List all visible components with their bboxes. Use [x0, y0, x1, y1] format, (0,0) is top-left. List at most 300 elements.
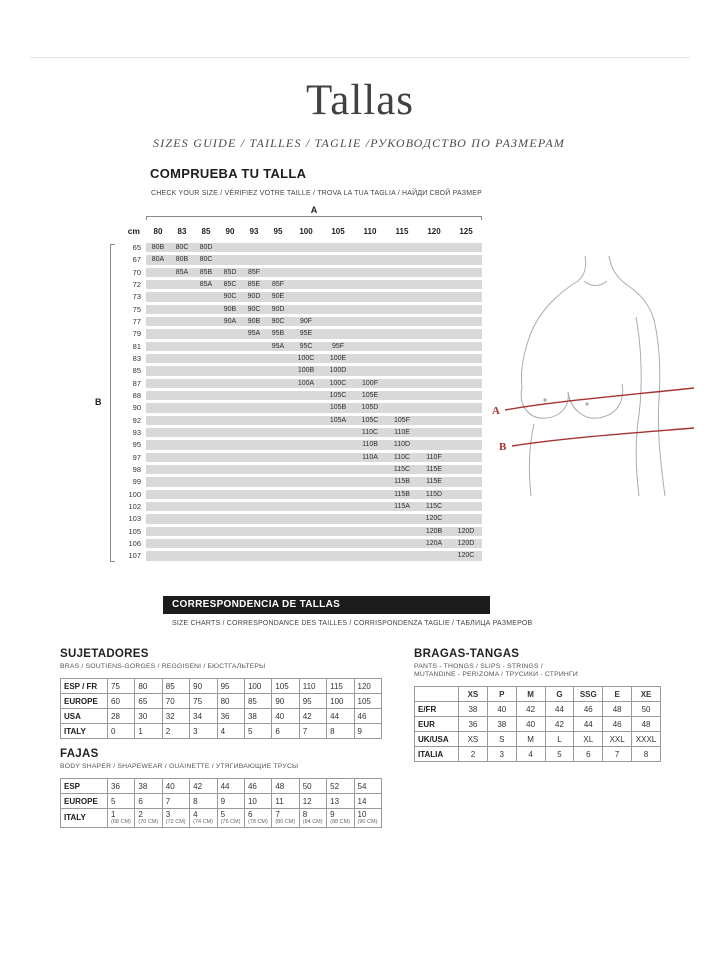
italy-size-value: 6 — [247, 810, 253, 819]
underbust-value-label: 98 — [132, 464, 141, 474]
underbust-value-label: 103 — [128, 514, 141, 524]
matrix-column-header: 115 — [395, 227, 409, 236]
size-cell: 90D — [271, 305, 285, 313]
size-cell: 85D — [223, 268, 237, 276]
matrix-column-header: 85 — [201, 227, 211, 236]
size-cell: 90D — [247, 293, 261, 301]
value-cell: 40 — [162, 779, 189, 794]
size-cell: 100D — [329, 367, 347, 375]
table-row — [61, 794, 382, 809]
underbust-value-label: 70 — [132, 267, 141, 277]
value-cell — [272, 809, 299, 828]
value-cell: 80 — [135, 679, 162, 694]
value-cell: 40 — [516, 717, 545, 732]
page-subtitle: SIZES GUIDE / TAILLES / TAGLIE /РУКОВОДСТВО ПО РАЗМЕРАМ — [153, 136, 566, 150]
value-cell: 52 — [327, 779, 354, 794]
size-cell: 110C — [393, 453, 411, 461]
matrix-row — [112, 379, 487, 388]
table-row — [61, 709, 382, 724]
value-cell: 11 — [272, 794, 299, 809]
size-cell: 115D — [425, 490, 443, 498]
matrix-row-bar — [146, 551, 482, 560]
matrix-column-header: 83 — [177, 227, 187, 236]
size-cell: 85F — [247, 268, 261, 276]
value-cell: 38 — [487, 717, 516, 732]
value-cell: 6 — [272, 724, 299, 739]
matrix-row-bar — [146, 354, 482, 363]
size-cell: 80C — [175, 244, 189, 251]
value-cell: 42 — [299, 709, 326, 724]
value-cell: 1 — [135, 724, 162, 739]
italy-size-cm: (68 CM) — [111, 819, 131, 825]
value-cell: 5 — [108, 794, 135, 809]
value-cell: 44 — [545, 702, 574, 717]
value-cell: 42 — [516, 702, 545, 717]
panties-subheading-1: PANTS - THONGS / SLIPS - STRINGS / — [414, 663, 543, 670]
page-title: Tallas — [305, 77, 415, 124]
size-cell: 80C — [199, 256, 213, 264]
value-cell: XXXL — [632, 732, 661, 747]
value-cell: 34 — [190, 709, 217, 724]
matrix-column-header: 95 — [273, 227, 283, 236]
value-cell: SSG — [574, 687, 603, 702]
value-cell: 2 — [162, 724, 189, 739]
underbust-axis-bracket — [110, 244, 115, 562]
size-cell: 105C — [361, 416, 379, 424]
size-cell: 80B — [151, 244, 165, 251]
row-label-cell: ITALIA — [415, 747, 459, 762]
matrix-row — [112, 514, 487, 523]
matrix-row — [112, 490, 487, 499]
italy-size-cm: (88 CM) — [330, 819, 350, 825]
size-cell: 95E — [299, 330, 313, 338]
value-cell — [244, 809, 271, 828]
value-cell — [162, 809, 189, 828]
matrix-row-bar — [146, 490, 482, 499]
value-cell: XS — [459, 687, 488, 702]
value-cell: 105 — [272, 679, 299, 694]
underbust-value-label: 75 — [132, 304, 141, 314]
bust-measure-line-a — [505, 388, 694, 410]
italy-size-value: 1 — [111, 810, 116, 819]
size-cell: 100F — [362, 379, 378, 387]
underbust-value-label: 107 — [128, 551, 141, 561]
shapewear-section — [60, 748, 382, 828]
bust-axis-label: A — [310, 205, 318, 215]
value-cell: 100 — [327, 694, 354, 709]
value-cell: E — [603, 687, 632, 702]
shapewear-subheading: BODY SHAPER / SHAPEWEAR / GUAINETTE / УТЯГИВАЮЩИЕ ТРУСЫ — [60, 763, 299, 770]
value-cell — [354, 809, 381, 828]
value-cell: 36 — [459, 717, 488, 732]
matrix-row — [112, 329, 487, 338]
underbust-measure-line-b — [512, 428, 694, 446]
underbust-value-label: 106 — [128, 538, 141, 548]
underbust-value-label: 79 — [132, 329, 141, 339]
size-cell: 90A — [223, 317, 237, 325]
matrix-row-bar — [146, 292, 482, 301]
matrix-row-bar — [146, 243, 482, 252]
value-cell: 3 — [487, 747, 516, 762]
value-cell: 9 — [217, 794, 244, 809]
value-cell: 4 — [516, 747, 545, 762]
value-cell: P — [487, 687, 516, 702]
size-cell: 100C — [329, 379, 347, 387]
bras-section — [60, 648, 382, 739]
matrix-row-bar — [146, 465, 482, 474]
matrix-row — [112, 268, 487, 277]
underbust-value-label: 85 — [132, 366, 141, 376]
value-cell: 40 — [487, 702, 516, 717]
matrix-row — [112, 243, 487, 252]
underbust-value-label: 72 — [132, 279, 141, 289]
value-cell: 75 — [190, 694, 217, 709]
value-cell: XE — [632, 687, 661, 702]
row-label-cell: USA — [61, 709, 108, 724]
table-row — [415, 687, 661, 702]
size-cell: 120C — [457, 552, 475, 560]
value-cell: 10 — [244, 794, 271, 809]
italy-size-cm: (74 CM) — [193, 819, 214, 825]
value-cell: 48 — [272, 779, 299, 794]
row-label-cell: ITALY — [61, 809, 108, 828]
row-label-cell: EUROPE — [61, 794, 108, 809]
value-cell: 13 — [327, 794, 354, 809]
underbust-value-label: 83 — [132, 353, 141, 363]
value-cell — [327, 809, 354, 828]
shapewear-size-table — [60, 778, 382, 828]
matrix-row — [112, 539, 487, 548]
value-cell: 8 — [632, 747, 661, 762]
value-cell: 5 — [545, 747, 574, 762]
value-cell: 44 — [327, 709, 354, 724]
matrix-column-header: 125 — [459, 227, 473, 236]
italy-size-value: 9 — [330, 810, 335, 819]
value-cell: 38 — [244, 709, 271, 724]
size-cell: 100C — [297, 354, 315, 362]
matrix-row-bar — [146, 366, 482, 375]
value-cell: 115 — [327, 679, 354, 694]
table-row — [61, 809, 382, 828]
matrix-row-bar — [146, 514, 482, 523]
matrix-row — [112, 305, 487, 314]
row-label-cell: UK/USA — [415, 732, 459, 747]
size-cell: 80A — [151, 256, 165, 264]
underbust-value-label: 87 — [132, 378, 141, 388]
matrix-row-bar — [146, 342, 482, 351]
matrix-row — [112, 416, 487, 425]
underbust-value-label: 65 — [132, 243, 141, 252]
size-cell: 80D — [199, 244, 213, 251]
matrix-row — [112, 342, 487, 351]
matrix-row-bar — [146, 391, 482, 400]
italy-size-value: 7 — [275, 810, 280, 819]
italy-size-cm: (78 CM) — [247, 819, 268, 825]
value-cell: 44 — [217, 779, 244, 794]
italy-size-value: 4 — [193, 810, 198, 819]
size-cell: 100B — [297, 367, 315, 375]
value-cell: 36 — [108, 779, 135, 794]
matrix-row — [112, 403, 487, 412]
bras-size-table — [60, 678, 382, 739]
value-cell: 42 — [190, 779, 217, 794]
matrix-row-bar — [146, 317, 482, 326]
matrix-row-bar — [146, 268, 482, 277]
size-cell: 105D — [361, 404, 379, 412]
row-label-cell: E/FR — [415, 702, 459, 717]
matrix-row — [112, 391, 487, 400]
matrix-row — [112, 465, 487, 474]
matrix-column-header: 105 — [331, 227, 345, 236]
value-cell: 46 — [244, 779, 271, 794]
value-cell: 65 — [135, 694, 162, 709]
table-row — [415, 702, 661, 717]
underbust-value-label: 105 — [128, 526, 141, 536]
underbust-value-label: 97 — [132, 452, 141, 462]
torso-illustration — [488, 254, 700, 502]
size-cell: 85F — [271, 280, 285, 288]
measure-label-a: A — [492, 405, 500, 417]
value-cell: 8 — [190, 794, 217, 809]
value-cell: 90 — [272, 694, 299, 709]
measure-label-b: B — [499, 441, 507, 453]
size-cell: 95F — [331, 342, 345, 350]
matrix-column-header: 100 — [299, 227, 313, 236]
size-cell: 115E — [426, 478, 442, 486]
matrix-row — [112, 428, 487, 437]
size-cell: 110A — [362, 453, 378, 461]
matrix-row-bar — [146, 280, 482, 289]
matrix-row-bar — [146, 502, 482, 511]
value-cell — [299, 809, 326, 828]
matrix-header-row — [112, 226, 487, 236]
size-cell: 115B — [394, 490, 410, 498]
size-cell: 85C — [223, 280, 237, 288]
italy-size-cm: (84 CM) — [302, 819, 323, 825]
underbust-value-label: 92 — [132, 415, 141, 425]
size-cell: 105B — [329, 404, 347, 412]
matrix-column-header: 90 — [225, 227, 235, 236]
underbust-value-label: 100 — [128, 489, 141, 499]
value-cell: 36 — [217, 709, 244, 724]
panties-subheading-2: MUTANDINE - PERIZOMA / ТРУСИКИ - СТРИНГИ — [414, 671, 578, 678]
value-cell — [190, 809, 217, 828]
value-cell: 40 — [272, 709, 299, 724]
size-cell: 90C — [223, 293, 237, 301]
top-divider — [30, 57, 690, 58]
underbust-value-label: 102 — [128, 501, 141, 511]
matrix-row — [112, 453, 487, 462]
size-cell: 90F — [299, 317, 313, 325]
value-cell: 95 — [217, 679, 244, 694]
value-cell: 4 — [217, 724, 244, 739]
value-cell: 50 — [299, 779, 326, 794]
value-cell: 6 — [135, 794, 162, 809]
size-cell: 115A — [394, 502, 410, 510]
value-cell: 48 — [603, 702, 632, 717]
underbust-value-label: 81 — [132, 341, 141, 351]
matrix-row-bar — [146, 416, 482, 425]
underbust-value-label: 73 — [132, 292, 141, 302]
value-cell: S — [487, 732, 516, 747]
size-cell: 110E — [394, 428, 410, 436]
matrix-row — [112, 280, 487, 289]
matrix-row-bar — [146, 539, 482, 548]
size-cell: 120D — [457, 539, 475, 547]
size-cell: 80B — [175, 256, 189, 264]
value-cell: 42 — [545, 717, 574, 732]
size-cell: 120A — [425, 539, 443, 547]
row-label-cell: ITALY — [61, 724, 108, 739]
size-cell: 105C — [329, 391, 347, 399]
bust-point-right — [585, 402, 588, 405]
value-cell: L — [545, 732, 574, 747]
size-cell: 110B — [362, 441, 378, 449]
bras-subheading: BRAS / SOUTIENS-GORGES / REGGISENI / БЮСТГАЛЬТЕРЫ — [60, 663, 266, 670]
size-cell: 100A — [297, 379, 315, 387]
value-cell: 75 — [108, 679, 135, 694]
value-cell: M — [516, 732, 545, 747]
matrix-column-header: 80 — [153, 227, 163, 236]
size-cell: 100E — [329, 354, 347, 362]
value-cell: XL — [574, 732, 603, 747]
underbust-value-label: 67 — [132, 255, 141, 265]
value-cell: 28 — [108, 709, 135, 724]
value-cell: 6 — [574, 747, 603, 762]
value-cell: 46 — [603, 717, 632, 732]
check-size-subheading: CHECK YOUR SIZE / VÉRIFIEZ VOTRE TAILLE / TROVA LA TUA TAGLIA / НАЙДИ СВОЙ РАЗМЕР — [151, 190, 482, 197]
size-cell: 90C — [271, 317, 285, 325]
value-cell: 110 — [299, 679, 326, 694]
table-row — [415, 732, 661, 747]
size-cell: 90C — [247, 305, 261, 313]
matrix-row — [112, 502, 487, 511]
size-cell: 120D — [457, 527, 475, 535]
matrix-row-bar — [146, 527, 482, 536]
row-label-cell: ESP / FR — [61, 679, 108, 694]
value-cell — [135, 809, 162, 828]
size-cell: 85A — [199, 280, 213, 288]
matrix-row-bar — [146, 477, 482, 486]
underbust-value-label: 99 — [132, 477, 141, 487]
value-cell: 105 — [354, 694, 381, 709]
italy-size-value: 10 — [357, 810, 367, 819]
italy-size-cm: (70 CM) — [138, 819, 159, 825]
table-row — [61, 679, 382, 694]
value-cell: 14 — [354, 794, 381, 809]
value-cell: 90 — [190, 679, 217, 694]
underbust-value-label: 88 — [132, 390, 141, 400]
matrix-row — [112, 354, 487, 363]
check-size-heading: COMPRUEBA TU TALLA — [150, 166, 307, 181]
size-matrix — [95, 205, 487, 564]
size-cell: 90B — [223, 305, 237, 313]
unit-label: cm — [127, 226, 140, 236]
size-cell: 120B — [425, 527, 443, 535]
size-cell: 95C — [299, 342, 313, 350]
size-cell: 115C — [393, 465, 411, 473]
italy-size-value: 5 — [220, 810, 226, 819]
table-row — [415, 747, 661, 762]
value-cell: 70 — [162, 694, 189, 709]
table-row — [61, 694, 382, 709]
value-cell: 120 — [354, 679, 381, 694]
value-cell — [108, 809, 135, 828]
row-label-cell — [415, 687, 459, 702]
size-cell: 85E — [247, 280, 261, 288]
matrix-column-headers — [146, 227, 482, 236]
matrix-row — [112, 527, 487, 536]
italy-size-cm: (80 CM) — [275, 819, 296, 825]
size-cell: 105A — [329, 416, 347, 424]
matrix-row-bar — [146, 440, 482, 449]
size-cell: 115C — [425, 502, 443, 510]
matrix-row — [112, 551, 487, 560]
value-cell — [217, 809, 244, 828]
value-cell: 85 — [244, 694, 271, 709]
italy-size-cm: (76 CM) — [220, 819, 241, 825]
value-cell: 46 — [574, 702, 603, 717]
table-row — [61, 724, 382, 739]
italy-size-cm: (90 CM) — [357, 819, 378, 825]
value-cell: 46 — [354, 709, 381, 724]
size-cell: 115E — [426, 465, 442, 473]
value-cell: 44 — [574, 717, 603, 732]
value-cell: 7 — [162, 794, 189, 809]
matrix-column-header: 110 — [363, 227, 377, 236]
correspondence-banner: CORRESPONDENCIA DE TALLAS — [163, 596, 490, 614]
value-cell: 8 — [327, 724, 354, 739]
shapewear-heading: FAJAS — [60, 748, 99, 760]
value-cell: 54 — [354, 779, 381, 794]
size-cell: 115B — [394, 478, 410, 486]
value-cell: 2 — [459, 747, 488, 762]
italy-size-value: 3 — [165, 810, 171, 819]
value-cell: M — [516, 687, 545, 702]
table-row — [415, 717, 661, 732]
row-label-cell: ESP — [61, 779, 108, 794]
size-cell: 85B — [199, 268, 213, 276]
value-cell: 7 — [603, 747, 632, 762]
size-cell: 105E — [361, 391, 379, 399]
value-cell: 85 — [162, 679, 189, 694]
value-cell: 100 — [244, 679, 271, 694]
matrix-row-bar — [146, 403, 482, 412]
underbust-value-label: 77 — [132, 316, 141, 326]
value-cell: 80 — [217, 694, 244, 709]
matrix-row — [112, 317, 487, 326]
matrix-column-header: 93 — [249, 227, 259, 236]
matrix-row-bar — [146, 329, 482, 338]
value-cell: 9 — [354, 724, 381, 739]
matrix-rows — [95, 243, 487, 561]
matrix-row — [112, 292, 487, 301]
matrix-row — [112, 477, 487, 486]
size-cell: 95B — [271, 330, 285, 338]
size-cell: 90E — [271, 293, 285, 301]
value-cell: 30 — [135, 709, 162, 724]
row-label-cell: EUR — [415, 717, 459, 732]
size-cell: 95A — [271, 342, 285, 350]
value-cell: 50 — [632, 702, 661, 717]
value-cell: 5 — [244, 724, 271, 739]
matrix-row-bar — [146, 305, 482, 314]
matrix-row-bar — [146, 255, 482, 264]
matrix-row-bar — [146, 379, 482, 388]
underbust-value-label: 90 — [132, 403, 141, 413]
value-cell: 95 — [299, 694, 326, 709]
value-cell: 38 — [135, 779, 162, 794]
